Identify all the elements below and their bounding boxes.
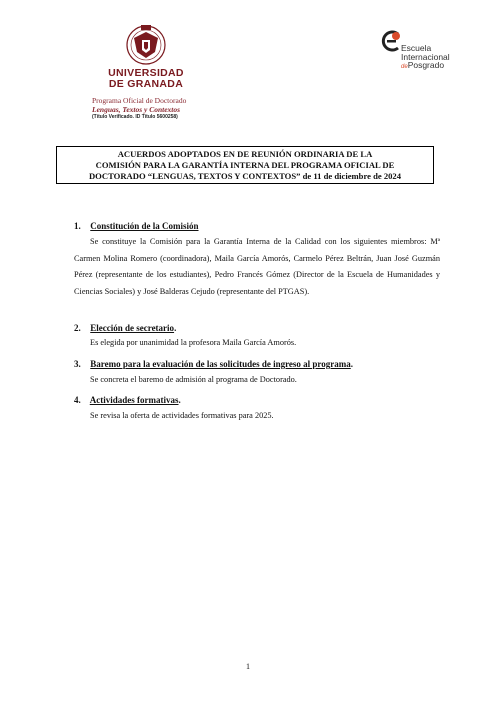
section-title: Constitución de la Comisión — [90, 221, 199, 231]
section-4-text: Se revisa la oferta de actividades formativas para 2025. — [90, 411, 274, 420]
university-name-line1: UNIVERSIDAD — [108, 67, 184, 79]
eip-line3-text: Posgrado — [407, 60, 445, 70]
eip-line1: Escuela — [401, 43, 432, 53]
section-1-text: Se constituye la Comisión para la Garantía Interna de la Calidad con los siguientes miembros: Mª Carmen Molina Romero (coordinadora), Maila García Amorós, Carmelo Pérez Beltrán, Juan José Guzmán Pérez (representante de los estudiantes), Pedro Francés Gómez (Director de la Escuela de Humanidades y Ciencias Sociales) y José Balderas Cejudo (representante del PTGAS). — [74, 237, 440, 296]
university-name — [100, 68, 192, 90]
section-title: Baremo para la evaluación de las solicitudes de ingreso al programa — [90, 359, 351, 369]
section-3-heading: 3. Baremo para la evaluación de las solicitudes de ingreso al programa. — [74, 359, 353, 369]
section-title: Actividades formativas — [89, 395, 179, 405]
university-crest-logo — [120, 22, 172, 66]
section-number: 3. — [74, 359, 81, 369]
university-name-line2: DE GRANADA — [108, 78, 184, 90]
section-1-heading — [74, 220, 199, 232]
section-4-heading: 4. Actividades formativas. — [74, 395, 181, 405]
section-number: 4. — [74, 395, 81, 405]
header-line3: DOCTORADO “LENGUAS, TEXTOS Y CONTEXTOS” de 11 de diciembre de 2024 — [88, 171, 402, 181]
section-title: Elección de secretario — [90, 323, 175, 333]
header-line1: ACUERDOS ADOPTADOS EN DE REUNIÓN ORDINARIA DE LA — [117, 149, 373, 159]
eip-line2: Internacional — [401, 51, 450, 62]
section-2-text: Es elegida por unanimidad la profesora Maila García Amorós. — [90, 338, 297, 347]
eip-line3-prefix: de — [401, 64, 408, 70]
eip-name — [401, 44, 450, 72]
page-number: 1 — [246, 662, 250, 671]
eip-line3 — [401, 61, 450, 72]
program-name — [92, 96, 186, 114]
section-number: 2. — [74, 323, 81, 333]
section-3-text: Se concreta el baremo de admisión al programa de Doctorado. — [90, 375, 297, 384]
program-line2: Lenguas, Textos y Contextos — [92, 105, 181, 114]
header-line2: COMISIÓN PARA LA GARANTÍA INTERNA DEL PROGRAMA OFICIAL DE — [95, 160, 395, 170]
section-2-heading: 2. Elección de secretario. — [74, 323, 177, 333]
title-verification: (Título Verificado. ID Título 5600258) — [92, 114, 178, 120]
section-number: 1. — [74, 221, 81, 231]
program-line1: Programa Oficial de Doctorado — [92, 96, 187, 105]
document-header-box — [56, 146, 434, 184]
